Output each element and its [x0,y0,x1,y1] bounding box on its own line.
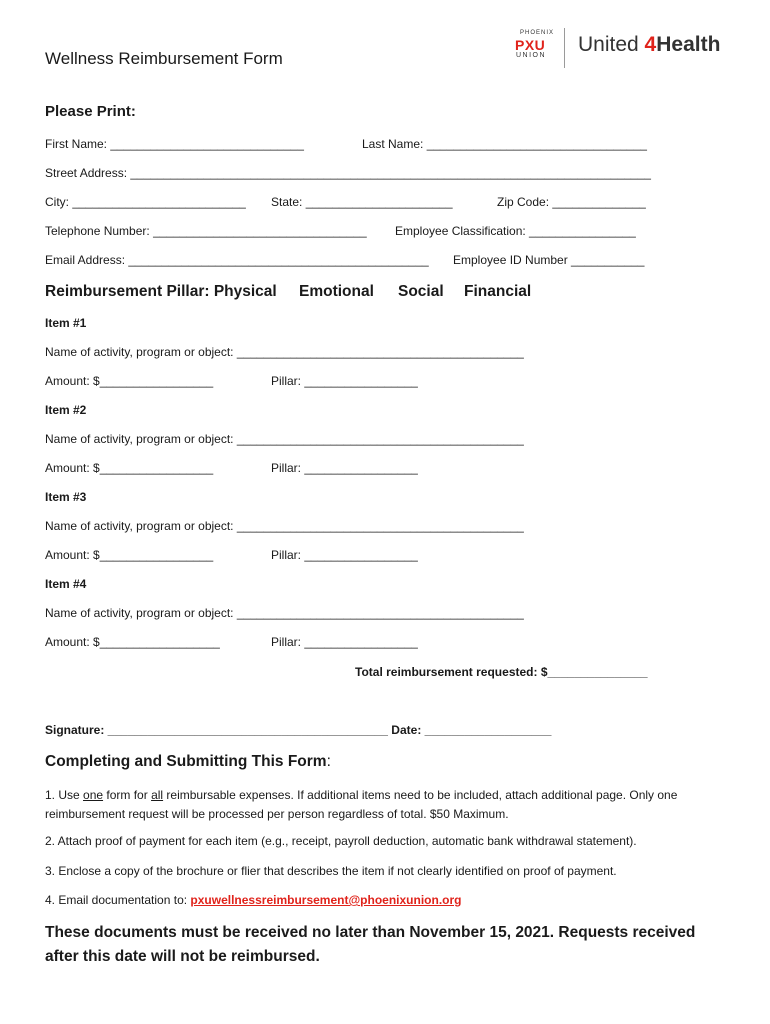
item-pillar-field[interactable]: Pillar: _________________ [271,374,418,388]
item-heading: Item #4 [45,577,87,591]
item-pillar-field[interactable]: Pillar: _________________ [271,548,418,562]
instruction-3: 3. Enclose a copy of the brochure or flier that describes the item if not clearly identified on proof of payment. [45,864,617,878]
item-heading: Item #2 [45,403,87,417]
last-name-field[interactable]: Last Name: _________________________________ [362,137,647,151]
pillar-financial: Financial [464,283,532,300]
instruction-2: 2. Attach proof of payment for each item (e.g., receipt, payroll deduction, automatic bank withdrawal statement). [45,834,637,848]
item-heading: Item #3 [45,490,87,504]
item-name-field[interactable]: Name of activity, program or object: ___________________________________________ [45,345,524,359]
page-title: Wellness Reimbursement Form [45,49,283,68]
item-name-field[interactable]: Name of activity, program or object: ___________________________________________ [45,606,524,620]
state-field[interactable]: State: ______________________ [271,195,453,209]
first-name-field[interactable]: First Name: _____________________________ [45,137,304,151]
item-amount-field[interactable]: Amount: $_________________ [45,374,214,388]
item-name-field[interactable]: Name of activity, program or object: ___________________________________________ [45,432,524,446]
please-print-heading: Please Print: [45,103,136,120]
deadline-notice: These documents must be received no later than November 15, 2021. Requests received after this date will not be reimbursed. [45,924,696,965]
city-field[interactable]: City: __________________________ [45,195,246,209]
item-pillar-field[interactable]: Pillar: _________________ [271,635,418,649]
employee-classification-field[interactable]: Employee Classification: ________________ [395,224,636,238]
item-name-field[interactable]: Name of activity, program or object: ___________________________________________ [45,519,524,533]
instruction-4-text: 4. Email documentation to: [45,893,191,907]
logo-4-text: 4 [644,33,657,56]
signature-date-field[interactable]: Signature: __________________________________________ Date: ___________________ [45,723,552,737]
item-heading: Item #1 [45,316,87,330]
logo-phoenix-text: PHOENIX [520,30,555,36]
united-health-logo [578,33,720,57]
instruction-1-one: one [83,788,104,802]
instruction-1 [45,786,735,824]
employee-id-field[interactable]: Employee ID Number ___________ [453,253,645,267]
item-amount-field[interactable]: Amount: $_________________ [45,548,214,562]
item-amount-field[interactable]: Amount: $__________________ [45,635,220,649]
logo-united-text: United [578,33,645,56]
instruction-4 [45,891,735,910]
logo-health-text: Health [656,33,721,56]
instructions-heading-colon: : [326,753,331,770]
logo-union-text: UNION [516,52,547,59]
zip-code-field[interactable]: Zip Code: ______________ [497,195,646,209]
instruction-1-text-a: 1. Use [45,788,84,802]
street-address-field[interactable]: Street Address: ______________________________________________________________________________ [45,166,651,180]
email-address-field[interactable]: Email Address: _____________________________________________ [45,253,429,267]
logo-pxu-text: PXU [515,37,546,53]
pillar-social: Social [398,283,444,300]
item-pillar-field[interactable]: Pillar: _________________ [271,461,418,475]
logo-divider [564,28,565,68]
reimbursement-pillar-label: Reimbursement Pillar: Physical [45,283,277,300]
instructions-heading [45,753,331,771]
telephone-field[interactable]: Telephone Number: ________________________________ [45,224,367,238]
item-amount-field[interactable]: Amount: $_________________ [45,461,214,475]
instructions-heading-text: Completing and Submitting This Form [45,753,327,770]
instruction-1-text-b: form for [103,788,152,802]
submission-email-link[interactable]: pxuwellnessreimbursement@phoenixunion.org [190,893,462,907]
instruction-1-all: all [151,788,164,802]
total-reimbursement-field[interactable]: Total reimbursement requested: $_______________ [355,665,648,679]
pillar-emotional: Emotional [299,283,374,300]
instruction-1-text-c: reimbursable expenses. If additional items need to be included, attach additional page. Only one reimbursement request will be processed per person regardless of total. $50 Maximum. [45,788,678,821]
